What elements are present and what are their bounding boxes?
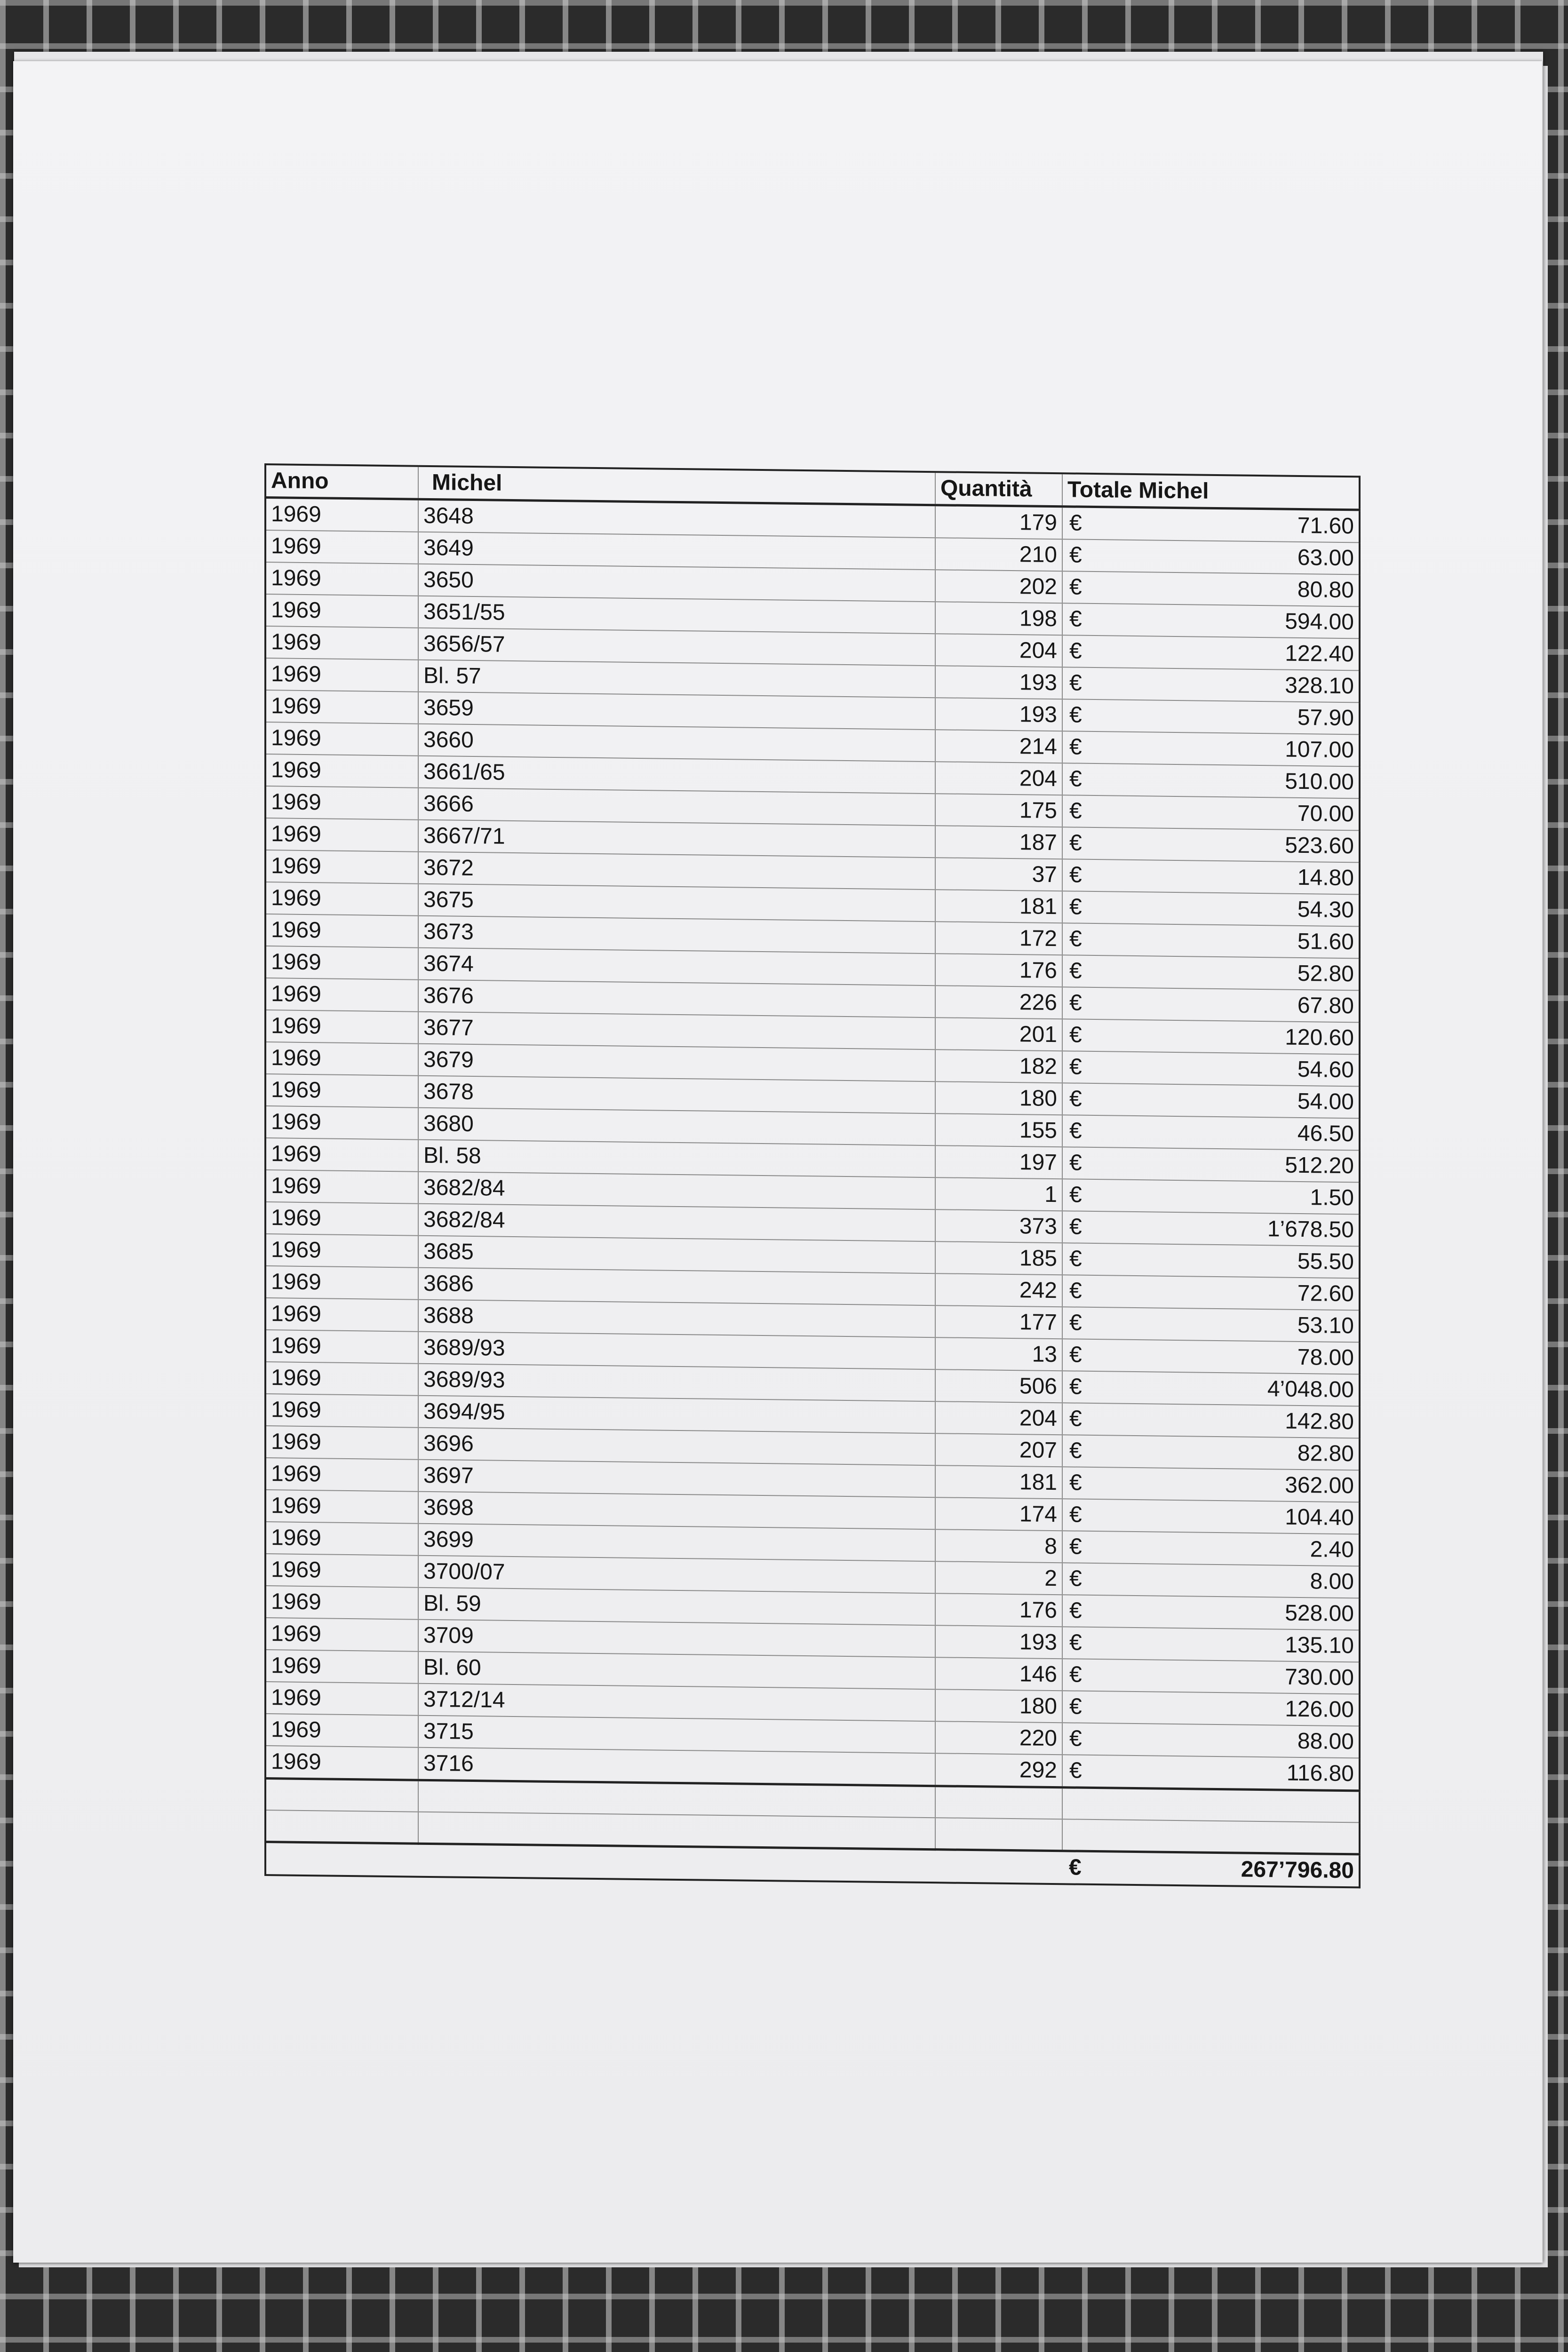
cell-currency: €: [1062, 891, 1100, 923]
cell-currency: €: [1062, 1499, 1100, 1531]
cell-currency: €: [1062, 667, 1100, 699]
cell-anno: 1969: [265, 1330, 418, 1364]
cell-currency: €: [1062, 1403, 1100, 1435]
cell-currency: €: [1062, 1595, 1100, 1627]
cell-totale: 54.30: [1100, 891, 1360, 926]
cell-michel: Bl. 57: [418, 660, 935, 698]
cell-anno: 1969: [265, 722, 418, 756]
cell-anno: 1969: [265, 1138, 418, 1172]
cell-currency: €: [1062, 1179, 1100, 1211]
cell-totale: 8.00: [1100, 1563, 1360, 1598]
cell-quantita: 181: [935, 890, 1062, 923]
cell-totale: 528.00: [1100, 1595, 1360, 1630]
cell-anno: 1969: [265, 882, 418, 916]
cell-anno: 1969: [265, 786, 418, 820]
cell-anno: 1969: [265, 978, 418, 1012]
cell-currency: €: [1062, 923, 1100, 955]
cell-totale: 14.80: [1100, 859, 1360, 894]
cell-anno: 1969: [265, 1042, 418, 1076]
cell-totale: 63.00: [1100, 540, 1360, 574]
cell-quantita: 181: [935, 1465, 1062, 1499]
cell-anno: 1969: [265, 530, 418, 564]
total-currency: €: [1062, 1851, 1100, 1884]
cell-anno: 1969: [265, 1490, 418, 1524]
cell-currency: €: [1062, 1243, 1100, 1275]
cell-anno: 1969: [265, 1554, 418, 1588]
blank-cell: [1100, 1788, 1360, 1823]
cell-anno: 1969: [265, 754, 418, 788]
cell-quantita: 204: [935, 762, 1062, 795]
cell-totale: 57.90: [1100, 699, 1360, 734]
blank-cell: [265, 1779, 418, 1812]
cell-currency: €: [1062, 1083, 1100, 1115]
cell-quantita: 202: [935, 570, 1062, 603]
cell-anno: 1969: [265, 1458, 418, 1492]
cell-michel: 3689/93: [418, 1332, 935, 1369]
cell-totale: 362.00: [1100, 1467, 1360, 1502]
cell-totale: 142.80: [1100, 1403, 1360, 1438]
cell-anno: 1969: [265, 562, 418, 596]
cell-michel: 3698: [418, 1492, 935, 1529]
cell-michel: 3675: [418, 884, 935, 922]
cell-quantita: 242: [935, 1273, 1062, 1307]
cell-currency: €: [1062, 1115, 1100, 1147]
cell-currency: €: [1062, 1531, 1100, 1563]
cell-totale: 730.00: [1100, 1659, 1360, 1694]
cell-totale: 4’048.00: [1100, 1371, 1360, 1406]
cell-michel: 3661/65: [418, 756, 935, 794]
cell-michel: 3676: [418, 980, 935, 1017]
cell-totale: 523.60: [1100, 827, 1360, 862]
cell-anno: 1969: [265, 818, 418, 852]
table-body: [265, 498, 1360, 1888]
cell-currency: €: [1062, 795, 1100, 827]
cell-anno: 1969: [265, 658, 418, 692]
cell-quantita: 198: [935, 602, 1062, 635]
cell-currency: €: [1062, 603, 1100, 636]
cell-totale: 53.10: [1100, 1307, 1360, 1342]
cell-anno: 1969: [265, 1746, 418, 1780]
cell-totale: 71.60: [1100, 507, 1360, 543]
cell-michel: 3689/93: [418, 1364, 935, 1401]
cell-quantita: 373: [935, 1209, 1062, 1243]
cell-michel: 3666: [418, 788, 935, 826]
cell-currency: €: [1062, 827, 1100, 859]
cell-anno: 1969: [265, 1650, 418, 1684]
cell-michel: 3648: [418, 499, 935, 538]
cell-totale: 55.50: [1100, 1243, 1360, 1278]
cell-currency: €: [1062, 987, 1100, 1019]
cell-michel: Bl. 59: [418, 1588, 935, 1625]
cell-anno: 1969: [265, 1202, 418, 1236]
cell-quantita: 176: [935, 1593, 1062, 1627]
cell-anno: 1969: [265, 1266, 418, 1300]
cell-quantita: 155: [935, 1113, 1062, 1147]
cell-quantita: 506: [935, 1369, 1062, 1403]
cell-michel: 3697: [418, 1460, 935, 1497]
cell-michel: 3686: [418, 1268, 935, 1305]
cell-totale: 80.80: [1100, 572, 1360, 606]
cell-michel: 3682/84: [418, 1204, 935, 1241]
cell-michel: 3715: [418, 1716, 935, 1753]
cell-anno: 1969: [265, 626, 418, 660]
cell-michel: 3649: [418, 532, 935, 570]
cell-totale: 594.00: [1100, 604, 1360, 638]
cell-totale: 52.80: [1100, 955, 1360, 990]
cell-michel: 3694/95: [418, 1396, 935, 1433]
cell-quantita: 193: [935, 698, 1062, 731]
cell-michel: 3700/07: [418, 1556, 935, 1593]
cell-michel: 3709: [418, 1620, 935, 1657]
cell-quantita: 177: [935, 1305, 1062, 1339]
cell-currency: €: [1062, 1051, 1100, 1083]
cell-quantita: 204: [935, 634, 1062, 667]
cell-currency: €: [1062, 1275, 1100, 1307]
cell-totale: 82.80: [1100, 1435, 1360, 1470]
cell-currency: €: [1062, 1019, 1100, 1051]
cell-quantita: 1: [935, 1177, 1062, 1211]
cell-currency: €: [1062, 571, 1100, 604]
cell-totale: 510.00: [1100, 763, 1360, 798]
cell-anno: 1969: [265, 498, 418, 532]
header-totale: Totale Michel: [1062, 473, 1360, 510]
cell-totale: 135.10: [1100, 1627, 1360, 1662]
cell-anno: 1969: [265, 850, 418, 884]
cell-quantita: 180: [935, 1689, 1062, 1723]
header-michel: Michel: [418, 466, 935, 505]
cell-michel: 3696: [418, 1428, 935, 1465]
cell-anno: 1969: [265, 594, 418, 628]
cell-totale: 104.40: [1100, 1499, 1360, 1534]
cell-anno: 1969: [265, 946, 418, 980]
blank-cell: [935, 1786, 1062, 1820]
cell-totale: 51.60: [1100, 923, 1360, 958]
cell-quantita: 201: [935, 1017, 1062, 1051]
cell-michel: 3673: [418, 916, 935, 954]
cell-michel: 3699: [418, 1524, 935, 1561]
blank-cell: [1100, 1820, 1360, 1854]
cell-anno: 1969: [265, 1362, 418, 1396]
cell-anno: 1969: [265, 1010, 418, 1044]
cell-totale: 120.60: [1100, 1019, 1360, 1054]
cell-currency: €: [1062, 859, 1100, 891]
cell-quantita: 37: [935, 858, 1062, 891]
cell-quantita: 13: [935, 1337, 1062, 1371]
cell-anno: 1969: [265, 1298, 418, 1332]
cell-michel: 3679: [418, 1044, 935, 1081]
cell-michel: Bl. 58: [418, 1140, 935, 1177]
cell-quantita: 193: [935, 666, 1062, 699]
blank-cell: [265, 1810, 418, 1843]
cell-michel: 3659: [418, 692, 935, 730]
cell-michel: 3656/57: [418, 628, 935, 666]
cell-quantita: 226: [935, 985, 1062, 1019]
cell-quantita: 176: [935, 954, 1062, 987]
cell-currency: €: [1062, 699, 1100, 731]
cell-quantita: 210: [935, 538, 1062, 571]
cell-anno: 1969: [265, 1170, 418, 1204]
cell-totale: 46.50: [1100, 1115, 1360, 1150]
cell-anno: 1969: [265, 1234, 418, 1268]
cell-michel: Bl. 60: [418, 1652, 935, 1689]
cell-quantita: 204: [935, 1401, 1062, 1435]
cell-michel: 3716: [418, 1748, 935, 1786]
cell-totale: 1’678.50: [1100, 1211, 1360, 1246]
cell-totale: 70.00: [1100, 795, 1360, 830]
cell-quantita: 292: [935, 1753, 1062, 1788]
cell-currency: €: [1062, 1211, 1100, 1243]
cell-michel: 3688: [418, 1300, 935, 1337]
cell-currency: €: [1062, 955, 1100, 987]
cell-totale: 2.40: [1100, 1531, 1360, 1566]
cell-quantita: 179: [935, 505, 1062, 540]
cell-currency: €: [1062, 1691, 1100, 1723]
cell-currency: €: [1062, 1755, 1100, 1788]
cell-quantita: 175: [935, 794, 1062, 827]
cell-totale: 72.60: [1100, 1275, 1360, 1310]
cell-currency: €: [1062, 731, 1100, 763]
michel-table: [264, 463, 1361, 1888]
cell-currency: €: [1062, 1627, 1100, 1659]
cell-currency: €: [1062, 1147, 1100, 1179]
cell-currency: €: [1062, 635, 1100, 667]
cell-quantita: 174: [935, 1497, 1062, 1531]
cell-totale: 512.20: [1100, 1147, 1360, 1182]
cell-quantita: 220: [935, 1721, 1062, 1755]
cell-quantita: 146: [935, 1657, 1062, 1691]
cell-quantita: 207: [935, 1433, 1062, 1467]
cell-anno: 1969: [265, 1714, 418, 1748]
header-quantita: Quantità: [935, 472, 1062, 507]
cell-quantita: 180: [935, 1081, 1062, 1115]
cell-quantita: 172: [935, 922, 1062, 955]
cell-totale: 122.40: [1100, 636, 1360, 670]
cell-totale: 107.00: [1100, 731, 1360, 766]
cell-anno: 1969: [265, 914, 418, 948]
cell-michel: 3650: [418, 564, 935, 602]
cell-michel: 3678: [418, 1076, 935, 1113]
cell-michel: 3667/71: [418, 820, 935, 858]
blank-cell: [418, 1812, 935, 1850]
cell-michel: 3672: [418, 852, 935, 890]
cell-totale: 54.60: [1100, 1051, 1360, 1086]
cell-michel: 3677: [418, 1012, 935, 1049]
cell-currency: €: [1062, 1467, 1100, 1499]
printed-table: [264, 463, 1361, 1888]
cell-currency: €: [1062, 1435, 1100, 1467]
cell-anno: 1969: [265, 1586, 418, 1620]
cell-currency: €: [1062, 1659, 1100, 1691]
cell-currency: €: [1062, 1339, 1100, 1371]
total-value: 267’796.80: [1100, 1851, 1360, 1888]
cell-currency: €: [1062, 507, 1100, 540]
cell-michel: 3660: [418, 724, 935, 762]
cell-totale: 88.00: [1100, 1723, 1360, 1758]
cell-quantita: 185: [935, 1241, 1062, 1275]
cell-anno: 1969: [265, 1682, 418, 1716]
cell-totale: 328.10: [1100, 667, 1360, 702]
cell-currency: €: [1062, 1723, 1100, 1755]
cell-quantita: 197: [935, 1145, 1062, 1179]
cell-totale: 1.50: [1100, 1179, 1360, 1214]
cell-anno: 1969: [265, 1522, 418, 1556]
cell-michel: 3685: [418, 1236, 935, 1273]
cell-quantita: 182: [935, 1049, 1062, 1083]
cell-quantita: 187: [935, 826, 1062, 859]
cell-quantita: 214: [935, 730, 1062, 763]
blank-cell: [1062, 1788, 1100, 1820]
cell-anno: 1969: [265, 1426, 418, 1460]
cell-michel: 3651/55: [418, 596, 935, 634]
cell-currency: €: [1062, 1563, 1100, 1595]
blank-cell: [418, 1780, 935, 1818]
cell-michel: 3680: [418, 1108, 935, 1145]
cell-currency: €: [1062, 539, 1100, 572]
header-anno: Anno: [265, 464, 418, 499]
cell-quantita: 8: [935, 1529, 1062, 1563]
blank-cell: [935, 1818, 1062, 1851]
cell-totale: 116.80: [1100, 1755, 1360, 1791]
cell-currency: €: [1062, 763, 1100, 795]
cell-anno: 1969: [265, 1106, 418, 1140]
cell-quantita: 193: [935, 1625, 1062, 1659]
cell-currency: €: [1062, 1307, 1100, 1339]
cell-michel: 3712/14: [418, 1684, 935, 1721]
cell-anno: 1969: [265, 1074, 418, 1108]
cell-totale: 67.80: [1100, 987, 1360, 1022]
cell-anno: 1969: [265, 1618, 418, 1652]
cell-quantita: 2: [935, 1561, 1062, 1595]
cell-anno: 1969: [265, 690, 418, 724]
cell-currency: €: [1062, 1371, 1100, 1403]
cell-anno: 1969: [265, 1394, 418, 1428]
cell-michel: 3682/84: [418, 1172, 935, 1209]
cell-totale: 78.00: [1100, 1339, 1360, 1374]
cell-totale: 54.00: [1100, 1083, 1360, 1118]
blank-cell: [1062, 1819, 1100, 1851]
cell-totale: 126.00: [1100, 1691, 1360, 1726]
cell-michel: 3674: [418, 948, 935, 985]
